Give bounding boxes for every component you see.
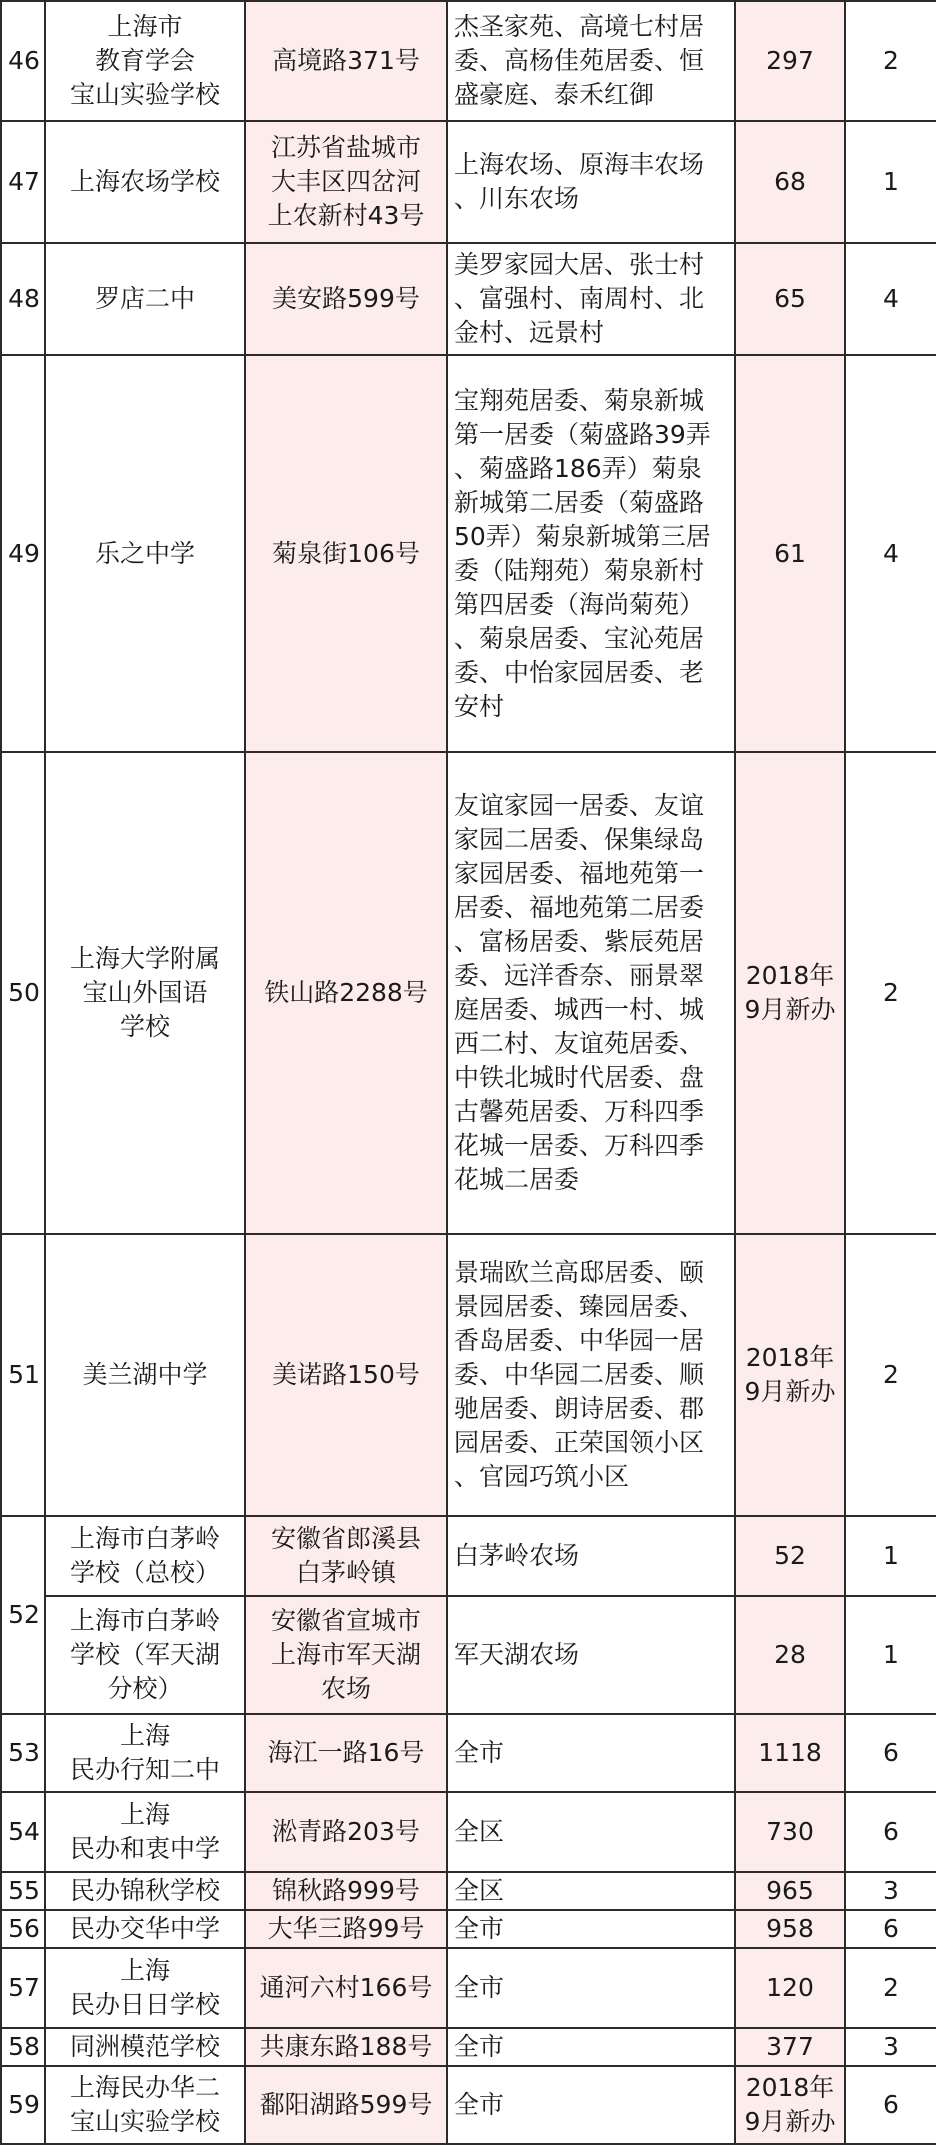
school-name: 上海 民办日日学校 (45, 1948, 245, 2028)
enrollment-count: 730 (735, 1792, 845, 1872)
class-count: 2 (845, 1234, 936, 1516)
class-count: 3 (845, 1872, 936, 1910)
school-address: 共康东路188号 (245, 2028, 447, 2066)
school-address: 安徽省宣城市 上海市军天湖 农场 (245, 1596, 447, 1714)
enrollment-area: 白茅岭农场 (447, 1516, 735, 1596)
enrollment-area: 全市 (447, 1910, 735, 1948)
row-number: 51 (1, 1234, 45, 1516)
class-count: 4 (845, 243, 936, 355)
class-count: 6 (845, 2066, 936, 2144)
enrollment-count: 965 (735, 1872, 845, 1910)
school-name: 乐之中学 (45, 355, 245, 752)
enrollment-area: 全区 (447, 1872, 735, 1910)
table-row (1, 121, 936, 243)
table-row (1, 1872, 936, 1910)
school-address: 大华三路99号 (245, 1910, 447, 1948)
enrollment-area: 友谊家园一居委、友谊 家园二居委、保集绿岛 家园居委、福地苑第一 居委、福地苑第二居委 、富杨居委、紫辰苑居 委、远洋香奈、丽景翠 庭居委、城西一村、城 西二村、友谊苑居委、 中铁北城时代居委、盘 古馨苑居委、万科四季 花城一居委、万科四季 花城二居委 (447, 752, 735, 1234)
school-name: 上海市白茅岭 学校（军天湖 分校） (45, 1596, 245, 1714)
enrollment-count: 958 (735, 1910, 845, 1948)
enrollment-count: 1118 (735, 1714, 845, 1792)
enrollment-count: 61 (735, 355, 845, 752)
table-row (1, 1948, 936, 2028)
school-address: 美安路599号 (245, 243, 447, 355)
table-row (1, 2066, 936, 2144)
school-name: 民办交华中学 (45, 1910, 245, 1948)
enrollment-count: 377 (735, 2028, 845, 2066)
class-count: 1 (845, 121, 936, 243)
enrollment-count: 120 (735, 1948, 845, 2028)
class-count: 6 (845, 1910, 936, 1948)
row-number: 56 (1, 1910, 45, 1948)
school-name: 上海市白茅岭 学校（总校） (45, 1516, 245, 1596)
table-row (1, 752, 936, 1234)
school-name: 上海市 教育学会 宝山实验学校 (45, 1, 245, 121)
class-count: 2 (845, 752, 936, 1234)
table-row (1, 1910, 936, 1948)
row-number: 54 (1, 1792, 45, 1872)
enrollment-area: 景瑞欧兰高邸居委、颐 景园居委、臻园居委、 香岛居委、中华园一居 委、中华园二居委、顺 驰居委、朗诗居委、郡 园居委、正荣国领小区 、官园巧筑小区 (447, 1234, 735, 1516)
row-number: 58 (1, 2028, 45, 2066)
table-row (1, 355, 936, 752)
table-row (1, 2028, 936, 2066)
row-number: 52 (1, 1516, 45, 1714)
table-row (1, 1234, 936, 1516)
enrollment-area: 全市 (447, 1714, 735, 1792)
school-address: 锦秋路999号 (245, 1872, 447, 1910)
row-number: 53 (1, 1714, 45, 1792)
row-number: 55 (1, 1872, 45, 1910)
row-number: 47 (1, 121, 45, 243)
row-number: 57 (1, 1948, 45, 2028)
row-number: 46 (1, 1, 45, 121)
table-row (1, 243, 936, 355)
enrollment-area: 军天湖农场 (447, 1596, 735, 1714)
class-count: 4 (845, 355, 936, 752)
school-address: 鄱阳湖路599号 (245, 2066, 447, 2144)
table-row (1, 1714, 936, 1792)
school-address: 美诺路150号 (245, 1234, 447, 1516)
enrollment-count: 28 (735, 1596, 845, 1714)
enrollment-count: 65 (735, 243, 845, 355)
school-name: 罗店二中 (45, 243, 245, 355)
class-count: 6 (845, 1792, 936, 1872)
table-row (1, 1792, 936, 1872)
school-name: 上海 民办行知二中 (45, 1714, 245, 1792)
school-address: 海江一路16号 (245, 1714, 447, 1792)
row-number: 49 (1, 355, 45, 752)
enrollment-count: 2018年 9月新办 (735, 1234, 845, 1516)
class-count: 2 (845, 1948, 936, 2028)
school-name: 美兰湖中学 (45, 1234, 245, 1516)
school-name: 上海 民办和衷中学 (45, 1792, 245, 1872)
school-name: 上海民办华二 宝山实验学校 (45, 2066, 245, 2144)
class-count: 1 (845, 1516, 936, 1596)
enrollment-area: 宝翔苑居委、菊泉新城 第一居委（菊盛路39弄 、菊盛路186弄）菊泉 新城第二居委（菊盛路 50弄）菊泉新城第三居 委（陆翔苑）菊泉新村 第四居委（海尚菊苑） 、菊泉居委、宝沁苑居 委、中怡家园居委、老 安村 (447, 355, 735, 752)
school-name: 上海大学附属 宝山外国语 学校 (45, 752, 245, 1234)
enrollment-count: 68 (735, 121, 845, 243)
enrollment-area: 杰圣家苑、高境七村居 委、高杨佳苑居委、恒 盛豪庭、泰禾红御 (447, 1, 735, 121)
row-number: 59 (1, 2066, 45, 2144)
enrollment-area: 上海农场、原海丰农场 、川东农场 (447, 121, 735, 243)
table-row (1, 1596, 936, 1714)
enrollment-area: 全市 (447, 2066, 735, 2144)
school-address: 江苏省盐城市 大丰区四岔河 上农新村43号 (245, 121, 447, 243)
school-address: 铁山路2288号 (245, 752, 447, 1234)
school-address: 淞青路203号 (245, 1792, 447, 1872)
class-count: 1 (845, 1596, 936, 1714)
enrollment-count: 52 (735, 1516, 845, 1596)
enrollment-area: 全市 (447, 2028, 735, 2066)
school-address: 安徽省郎溪县 白茅岭镇 (245, 1516, 447, 1596)
school-address: 通河六村166号 (245, 1948, 447, 2028)
enrollment-count: 2018年 9月新办 (735, 2066, 845, 2144)
enrollment-area: 全市 (447, 1948, 735, 2028)
school-address: 菊泉街106号 (245, 355, 447, 752)
enrollment-count: 297 (735, 1, 845, 121)
table-row (1, 1, 936, 121)
enrollment-count: 2018年 9月新办 (735, 752, 845, 1234)
class-count: 6 (845, 1714, 936, 1792)
school-name: 民办锦秋学校 (45, 1872, 245, 1910)
school-address: 高境路371号 (245, 1, 447, 121)
class-count: 3 (845, 2028, 936, 2066)
row-number: 50 (1, 752, 45, 1234)
row-number: 48 (1, 243, 45, 355)
enrollment-area: 美罗家园大居、张士村 、富强村、南周村、北 金村、远景村 (447, 243, 735, 355)
school-name: 上海农场学校 (45, 121, 245, 243)
enrollment-area: 全区 (447, 1792, 735, 1872)
class-count: 2 (845, 1, 936, 121)
table-row (1, 1516, 936, 1596)
school-name: 同洲模范学校 (45, 2028, 245, 2066)
